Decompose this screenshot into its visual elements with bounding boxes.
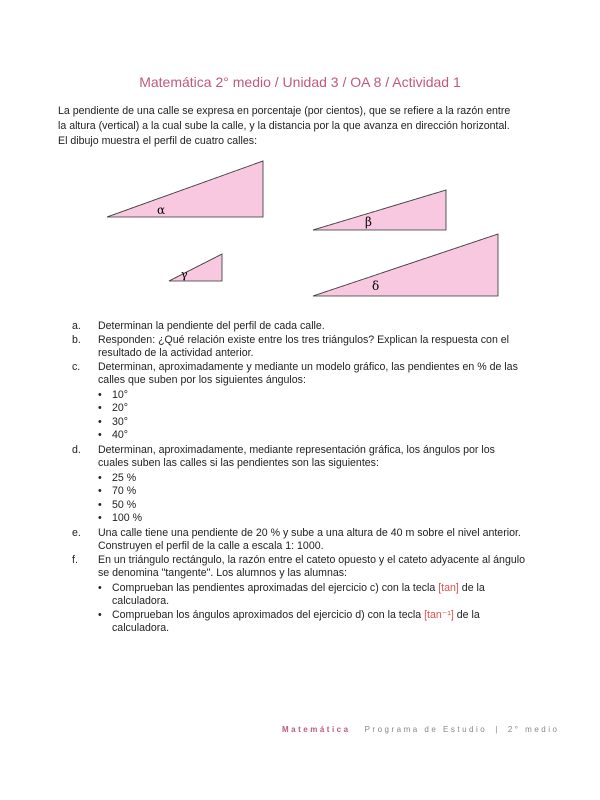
page-footer: [282, 725, 559, 734]
item-text: En un triángulo rectángulo, la razón entre el cateto opuesto y el cateto adyacente al ángulo se denomina "tangente". Los alumnos y las alumnas:: [98, 553, 525, 579]
page-title: Matemática 2° medio / Unidad 3 / OA 8 / Actividad 1: [139, 74, 461, 90]
item-text: Responden: ¿Qué relación existe entre los tres triángulos? Explican la respuesta con el resultado de la actividad anterior.: [98, 333, 510, 359]
item-text: Determinan la pendiente del perfil de cada calle.: [98, 320, 325, 332]
footer-subject: Matemática: [282, 725, 351, 734]
calculator-list: [98, 582, 528, 636]
list-item-d: [58, 444, 528, 527]
intro-paragraph: La pendiente de una calle se expresa en porcentaje (por cientos), que se refiere a la razón entre la altura (vertical) a la cual sube la calle, y la distancia por la que avanza en dirección horizontal. El dibujo muestra el perfil de cuatro calles:: [58, 105, 511, 147]
list-item: • 100 %: [98, 512, 528, 526]
label-delta: δ: [372, 279, 380, 293]
list-item: • Comprueban las pendientes aproximadas del ejercicio c) con la tecla [tan] de la calculadora.: [98, 582, 528, 609]
street-profiles-figure: [95, 150, 515, 305]
list-item: • Comprueban los ángulos aproximados del ejercicio d) con la tecla [tan⁻¹] de la calculadora.: [98, 609, 528, 636]
list-item-a: [58, 320, 528, 334]
list-item: • 50 %: [98, 499, 528, 513]
list-item: • 20°: [98, 402, 528, 416]
item-text: Una calle tiene una pendiente de 20 % y sube a una altura de 40 m sobre el nivel anterior. Construyen el perfil de la calle a escala 1: 1000.: [98, 526, 521, 552]
item-letter: a.: [72, 320, 81, 332]
item-letter: d.: [72, 443, 81, 456]
item-letter: f.: [72, 553, 78, 566]
label-alpha: α: [157, 203, 166, 217]
footer-grade: 2° medio: [507, 725, 560, 734]
angle-list: [98, 389, 528, 443]
activity-list: [58, 320, 528, 637]
list-item-b: [58, 334, 528, 361]
list-item: • 40°: [98, 429, 528, 443]
list-item: • 25 %: [98, 472, 528, 486]
item-letter: c.: [72, 360, 81, 373]
list-item: • 10°: [98, 389, 528, 403]
label-gamma: γ: [181, 268, 188, 281]
label-beta: β: [365, 215, 372, 229]
item-letter: e.: [72, 526, 81, 539]
tan-key-label: [tan]: [438, 581, 459, 594]
list-item: • 30°: [98, 416, 528, 430]
arctan-key-label: [tan⁻¹]: [424, 608, 454, 621]
slope-list: [98, 472, 528, 526]
list-item-f: [58, 554, 528, 637]
item-text: Determinan, aproximadamente, mediante representación gráfica, los ángulos por los cuales suben las calles si las pendientes son las siguientes:: [98, 443, 495, 469]
item-text: Determinan, aproximadamente y mediante un modelo gráfico, las pendientes en % de las calles que suben por los siguientes ángulos:: [98, 360, 518, 386]
list-item: • 70 %: [98, 485, 528, 499]
footer-program: Programa de Estudio: [364, 725, 488, 734]
list-item-c: [58, 361, 528, 444]
item-letter: b.: [72, 333, 81, 346]
footer-divider: |: [495, 725, 500, 734]
list-item-e: [58, 527, 528, 554]
